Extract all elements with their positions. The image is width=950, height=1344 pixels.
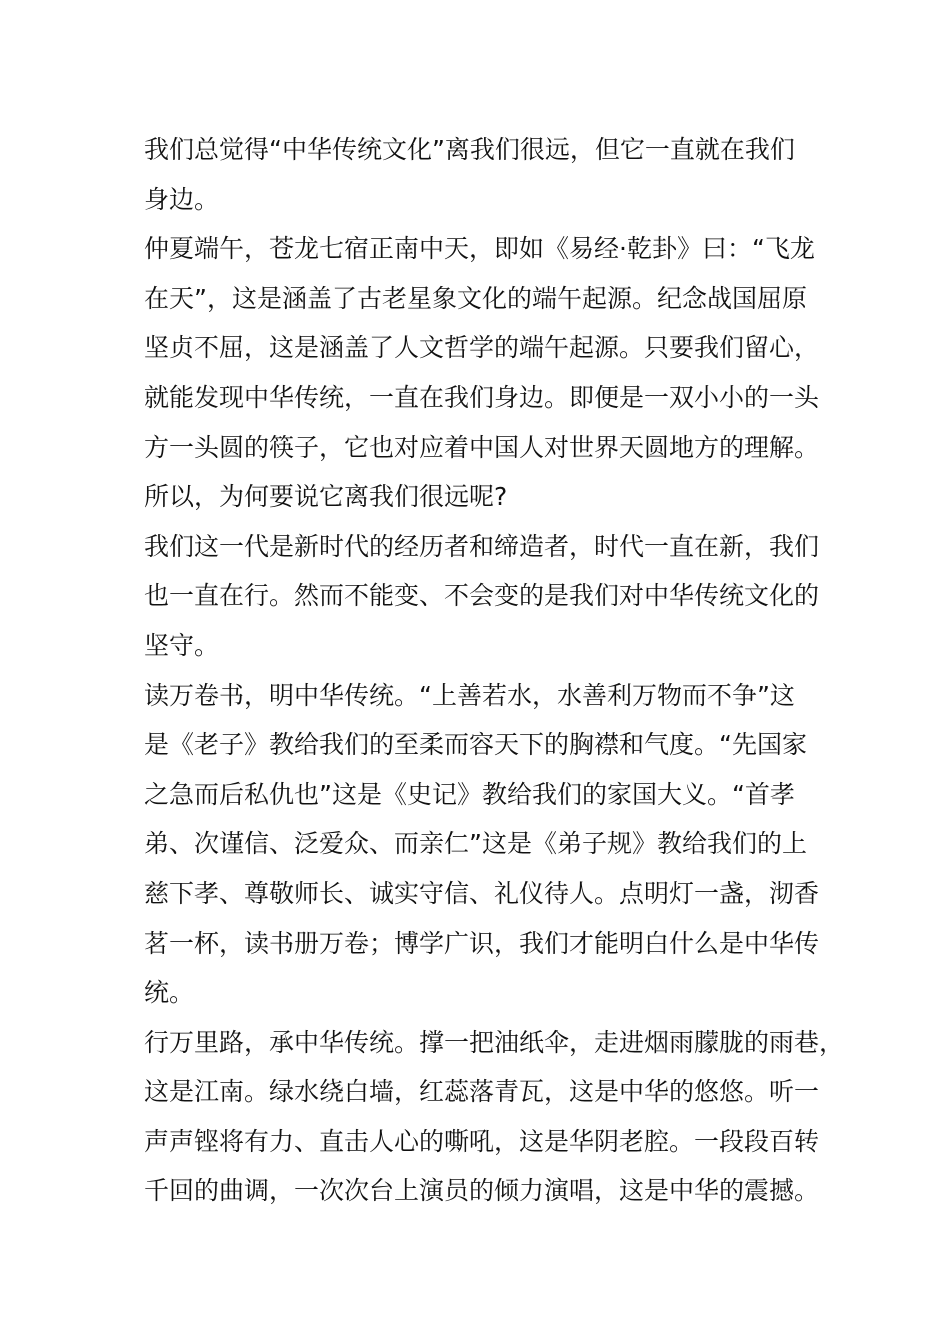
text-line: 就能发现中华传统，一直在我们身边。即便是一双小小的一头 bbox=[144, 382, 820, 412]
text-line: 这是江南。绿水绕白墙，红蕊落青瓦，这是中华的悠悠。听一 bbox=[144, 1077, 820, 1107]
paragraph-1 bbox=[144, 125, 806, 224]
text-line: 统。 bbox=[144, 978, 195, 1008]
paragraph-3 bbox=[144, 522, 820, 671]
text-line: 所以，为何要说它离我们很远呢? bbox=[144, 482, 508, 512]
document-body bbox=[144, 125, 845, 1216]
text-line: 仲夏端午，苍龙七宿正南中天，即如《易经·乾卦》曰：“飞龙 bbox=[144, 234, 815, 264]
text-line: 方一头圆的筷子，它也对应着中国人对世界天圆地方的理解。 bbox=[144, 432, 820, 462]
paragraph-5 bbox=[144, 1018, 845, 1216]
paragraph-4 bbox=[144, 671, 820, 1018]
text-line: 坚贞不屈，这是涵盖了人文哲学的端午起源。只要我们留心， bbox=[144, 333, 820, 363]
text-line: 也一直在行。然而不能变、不会变的是我们对中华传统文化的 bbox=[144, 581, 820, 611]
text-line: 行万里路，承中华传统。撑一把油纸伞，走进烟雨朦胧的雨巷， bbox=[144, 1027, 845, 1057]
text-line: 慈下孝、尊敬师长、诚实守信、礼仪待人。点明灯一盏，沏香 bbox=[144, 878, 820, 908]
text-line: 坚守。 bbox=[144, 630, 220, 660]
text-line: 弟、次谨信、泛爱众、而亲仁”这是《弟子规》教给我们的上 bbox=[144, 829, 807, 859]
text-line: 千回的曲调，一次次台上演员的倾力演唱，这是中华的震撼。 bbox=[144, 1176, 820, 1206]
text-line: 是《老子》教给我们的至柔而容天下的胸襟和气度。“先国家 bbox=[144, 730, 807, 760]
text-line: 身边。 bbox=[144, 184, 220, 214]
paragraph-2 bbox=[144, 224, 820, 522]
text-line: 我们这一代是新时代的经历者和缔造者，时代一直在新，我们 bbox=[144, 531, 820, 561]
text-line: 我们总觉得“中华传统文化”离我们很远，但它一直就在我们 bbox=[144, 135, 795, 164]
text-line: 之急而后私仇也”这是《史记》教给我们的家国大义。“首孝 bbox=[144, 779, 795, 809]
text-line: 茗一杯，读书册万卷；博学广识，我们才能明白什么是中华传 bbox=[144, 928, 820, 958]
text-line: 在天”，这是涵盖了古老星象文化的端午起源。纪念战国屈原 bbox=[144, 283, 807, 313]
text-line: 声声铿将有力、直击人心的嘶吼，这是华阴老腔。一段段百转 bbox=[144, 1126, 820, 1156]
text-line: 读万卷书，明中华传统。“上善若水，水善利万物而不争”这 bbox=[144, 680, 795, 710]
